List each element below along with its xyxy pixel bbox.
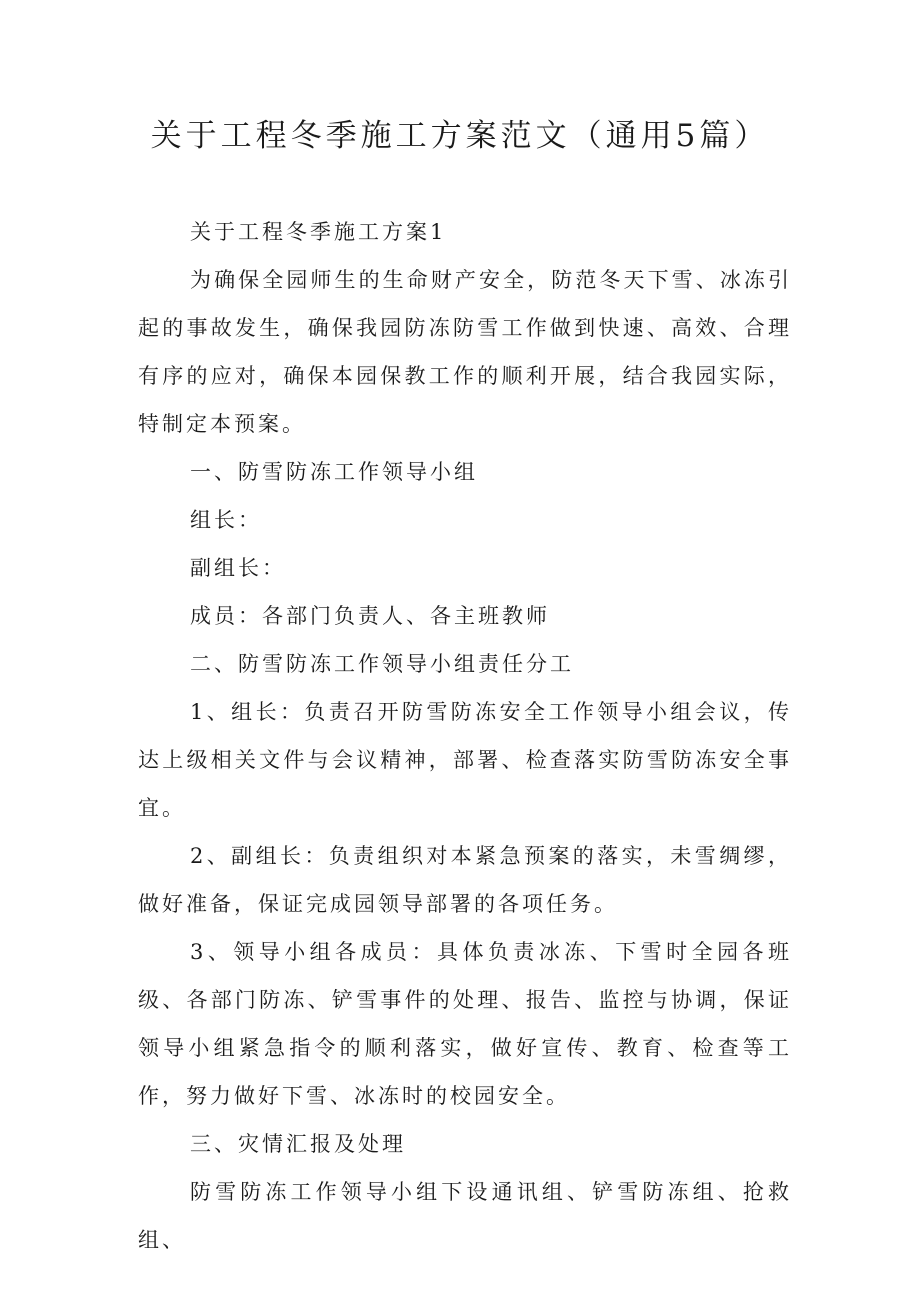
paragraph-responsibility-deputy: 2、副组长：负责组织对本紧急预案的落实，未雪绸缪，做好准备，保证完成园领导部署的各项任务。 — [138, 844, 792, 916]
paragraph-deputy-leader: 副组长： — [190, 556, 286, 580]
section-heading-plan-1: 关于工程冬季施工方案1 — [190, 220, 447, 244]
paragraph-group-leader: 组长： — [190, 508, 262, 532]
paragraph-responsibility-leader: 1、组长：负责召开防雪防冻安全工作领导小组会议，传达上级相关文件与会议精神，部署、检查落实防雪防冻安全事宜。 — [138, 700, 792, 820]
paragraph-members: 成员：各部门负责人、各主班教师 — [190, 604, 550, 628]
section-heading-disaster-report: 三、灾情汇报及处理 — [190, 1132, 406, 1156]
paragraph-subgroups: 防雪防冻工作领导小组下设通讯组、铲雪防冻组、抢救组、 — [138, 1180, 792, 1252]
paragraph-purpose: 为确保全园师生的生命财产安全，防范冬天下雪、冰冻引起的事故发生，确保我园防冻防雪工作做到快速、高效、合理有序的应对，确保本园保教工作的顺利开展，结合我园实际，特制定本预案。 — [138, 268, 792, 436]
document-body — [138, 208, 792, 1264]
document-title: 关于工程冬季施工方案范文（通用5篇） — [150, 118, 770, 154]
section-heading-responsibilities: 二、防雪防冻工作领导小组责任分工 — [190, 652, 574, 676]
section-heading-leadership-group: 一、防雪防冻工作领导小组 — [190, 460, 478, 484]
paragraph-responsibility-members: 3、领导小组各成员：具体负责冰冻、下雪时全园各班级、各部门防冻、铲雪事件的处理、报告、监控与协调，保证领导小组紧急指令的顺利落实，做好宣传、教育、检查等工作，努力做好下雪、冰冻时的校园安全。 — [138, 940, 792, 1108]
